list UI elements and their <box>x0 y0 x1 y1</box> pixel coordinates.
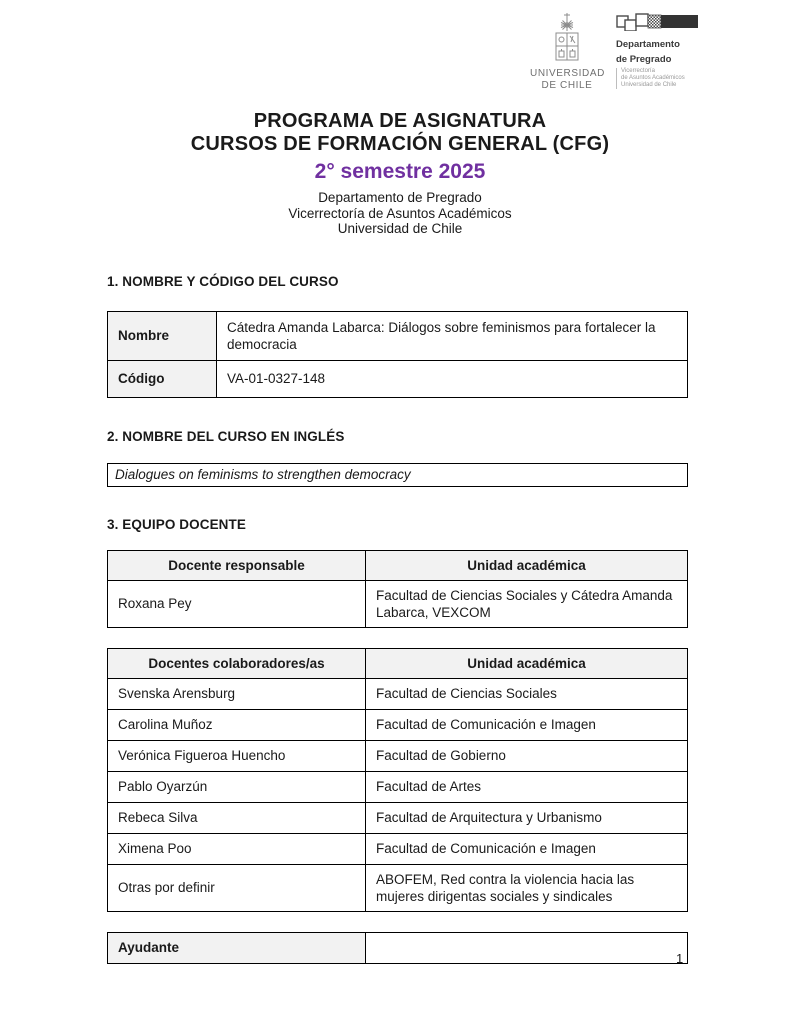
section2-heading: 2. NOMBRE DEL CURSO EN INGLÉS <box>107 428 345 444</box>
section1-heading: 1. NOMBRE Y CÓDIGO DEL CURSO <box>107 273 339 289</box>
pregrado-small-line3: Universidad de Chile <box>621 82 677 88</box>
pregrado-logo-small-text <box>616 68 708 89</box>
university-shield-icon <box>530 12 604 62</box>
teacher-unit-cell: Facultad de Arquitectura y Urbanismo <box>366 802 688 833</box>
pregrado-logo-text-line2: de Pregrado <box>616 53 672 65</box>
table-row <box>108 833 688 864</box>
document-title-line2: CURSOS DE FORMACIÓN GENERAL (CFG) <box>190 133 610 155</box>
table-row <box>108 802 688 833</box>
document-content <box>107 274 688 964</box>
collaborators-col-header: Docentes colaboradores/as <box>108 648 366 678</box>
teacher-unit-cell: ABOFEM, Red contra la violencia hacia las mujeres dirigentas sociales y sindicales <box>366 864 688 911</box>
teacher-unit-cell: Facultad de Ciencias Sociales <box>366 678 688 709</box>
name-code-table <box>107 311 688 398</box>
table-row <box>108 311 688 360</box>
subtitle-line2: Vicerrectoría de Asuntos Académicos <box>288 205 512 221</box>
assistant-value-cell <box>366 932 688 963</box>
semester-title: 2° semestre 2025 <box>314 160 486 183</box>
teacher-name-cell: Pablo Oyarzún <box>108 771 366 802</box>
table-row <box>108 678 688 709</box>
code-label-cell: Código <box>108 360 217 397</box>
teacher-name-cell: Rebeca Silva <box>108 802 366 833</box>
subtitle-line1: Departamento de Pregrado <box>318 190 482 205</box>
teacher-name-cell: Ximena Poo <box>108 833 366 864</box>
teacher-name-cell: Roxana Pey <box>108 580 366 627</box>
table-row <box>108 580 688 627</box>
subtitle-block <box>0 190 800 237</box>
assistant-label-cell: Ayudante <box>108 932 366 963</box>
pregrado-small-line1: Vicerrectoría <box>621 68 655 74</box>
pregrado-logo-text-line1: Departamento <box>616 39 680 50</box>
document-title-line1: PROGRAMA DE ASIGNATURA <box>253 110 547 132</box>
teacher-name-cell: Carolina Muñoz <box>108 709 366 740</box>
uch-logo-text-line1: UNIVERSIDAD <box>530 68 605 79</box>
english-name-box: Dialogues on feminisms to strengthen democracy <box>107 463 688 487</box>
teacher-unit-cell: Facultad de Gobierno <box>366 740 688 771</box>
collaborators-table <box>107 648 688 912</box>
table-row <box>108 932 688 963</box>
table-header-row <box>108 648 688 678</box>
unit-col-header: Unidad académica <box>366 648 688 678</box>
teacher-name-cell: Otras por definir <box>108 864 366 911</box>
teacher-unit-cell: Facultad de Ciencias Sociales y Cátedra Amanda Labarca, VEXCOM <box>366 580 688 627</box>
unit-col-header: Unidad académica <box>366 550 688 580</box>
teacher-unit-cell: Facultad de Comunicación e Imagen <box>366 709 688 740</box>
responsible-teacher-table <box>107 550 688 628</box>
page-number: 1 <box>676 951 684 966</box>
pregrado-small-line2: de Asuntos Académicos <box>621 75 685 81</box>
name-label-cell: Nombre <box>108 311 217 360</box>
name-value-cell: Cátedra Amanda Labarca: Diálogos sobre feminismos para fortalecer la democracia <box>217 311 688 360</box>
section3-heading: 3. EQUIPO DOCENTE <box>107 516 246 532</box>
assistant-table <box>107 932 688 964</box>
teacher-unit-cell: Facultad de Comunicación e Imagen <box>366 833 688 864</box>
departamento-pregrado-logo <box>616 12 708 89</box>
table-row <box>108 709 688 740</box>
subtitle-line3: Universidad de Chile <box>337 221 463 236</box>
uch-logo-text-line2: DE CHILE <box>541 80 593 91</box>
code-value-cell: VA-01-0327-148 <box>217 360 688 397</box>
table-row <box>108 771 688 802</box>
header-logos <box>530 12 708 91</box>
teacher-name-cell: Svenska Arensburg <box>108 678 366 709</box>
teacher-unit-cell: Facultad de Artes <box>366 771 688 802</box>
universidad-de-chile-logo <box>530 12 604 91</box>
responsible-col-header: Docente responsable <box>108 550 366 580</box>
pregrado-squares-icon <box>616 12 700 31</box>
table-row <box>108 740 688 771</box>
teacher-name-cell: Verónica Figueroa Huencho <box>108 740 366 771</box>
table-row <box>108 864 688 911</box>
table-row <box>108 360 688 397</box>
table-header-row <box>108 550 688 580</box>
